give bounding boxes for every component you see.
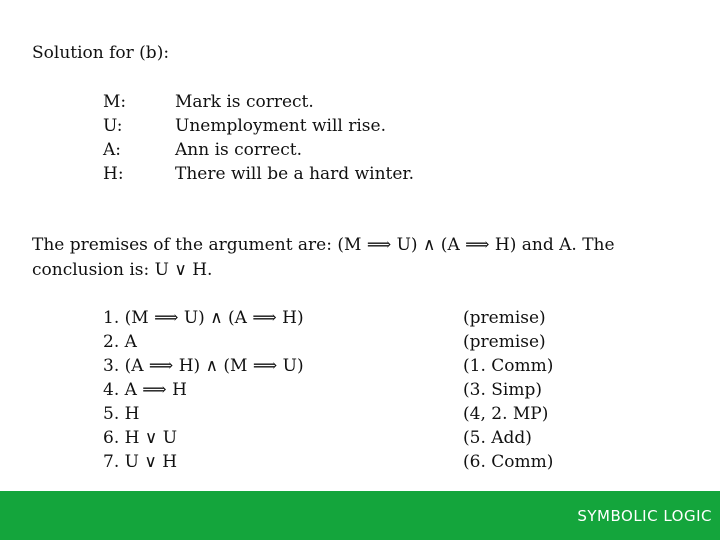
proof-justification: (6. Comm): [463, 452, 554, 472]
proof-formula: 6. H ∨ U: [103, 428, 178, 448]
definition-symbol: U:: [103, 116, 123, 136]
proof-step: [103, 354, 573, 378]
definition-symbol: A:: [103, 140, 122, 160]
proof-formula: 2. A: [103, 332, 137, 352]
definition-meaning: Mark is correct.: [175, 92, 314, 112]
proof-step: [103, 306, 573, 330]
definition-meaning: Ann is correct.: [175, 140, 302, 160]
proof-justification: (1. Comm): [463, 356, 554, 376]
solution-heading: Solution for (b):: [32, 43, 170, 63]
premises-paragraph: The premises of the argument are: (M ⟹ U) ∧ (A ⟹ H) and A. The conclusion is: U ∨ H.: [32, 235, 615, 280]
footer-bar: [0, 491, 720, 540]
proof-step: [103, 378, 573, 402]
definition-row: [103, 90, 414, 114]
proof-steps: [103, 306, 573, 474]
proof-justification: (5. Add): [463, 428, 532, 448]
definition-meaning: Unemployment will rise.: [175, 116, 386, 136]
definition-row: [103, 162, 414, 186]
definition-row: [103, 138, 414, 162]
proof-formula: 7. U ∨ H: [103, 452, 178, 472]
proof-step: [103, 330, 573, 354]
proof-justification: (premise): [463, 332, 546, 352]
definition-meaning: There will be a hard winter.: [175, 164, 415, 184]
proof-formula: 1. (M ⟹ U) ∧ (A ⟹ H): [103, 308, 304, 328]
definition-symbol: M:: [103, 92, 127, 112]
footer-title: SYMBOLIC LOGIC: [577, 507, 712, 525]
proof-formula: 5. H: [103, 404, 140, 424]
proof-justification: (3. Simp): [463, 380, 542, 400]
definition-row: [103, 114, 414, 138]
proof-step: [103, 426, 573, 450]
proof-step: [103, 450, 573, 474]
variable-definitions: [103, 90, 414, 186]
proof-step: [103, 402, 573, 426]
proof-formula: 3. (A ⟹ H) ∧ (M ⟹ U): [103, 356, 304, 376]
proof-formula: 4. A ⟹ H: [103, 380, 187, 400]
proof-justification: (4, 2. MP): [463, 404, 549, 424]
proof-justification: (premise): [463, 308, 546, 328]
definition-symbol: H:: [103, 164, 124, 184]
